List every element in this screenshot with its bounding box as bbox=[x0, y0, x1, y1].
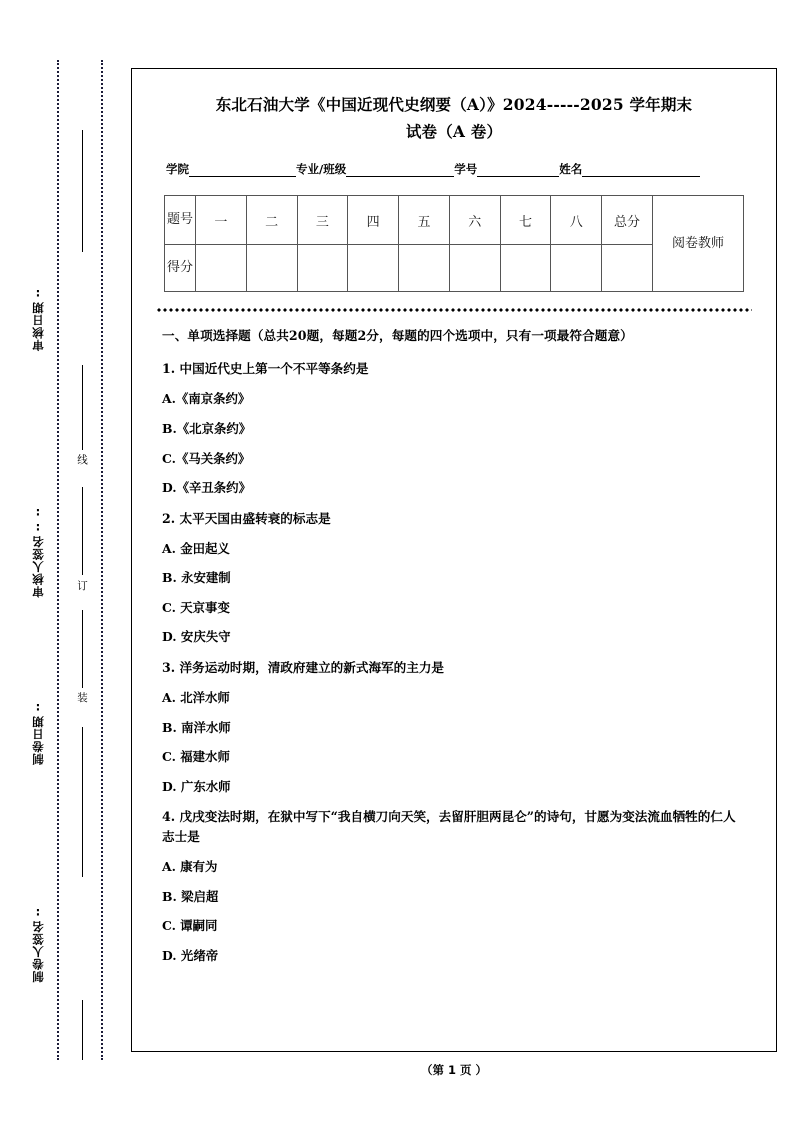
binding-solid-segment-5 bbox=[82, 727, 83, 877]
student-id-input[interactable] bbox=[477, 163, 559, 177]
college-input[interactable] bbox=[189, 163, 296, 177]
reviewer-signature-label: 审核人签名:: bbox=[31, 505, 45, 598]
major-class-input[interactable] bbox=[346, 163, 454, 177]
binding-word-pack: 装 bbox=[76, 692, 88, 703]
table-row-question-numbers bbox=[165, 196, 744, 245]
student-info-row bbox=[166, 161, 748, 177]
question-stem-2: 2. 太平天国由盛转衰的标志是 bbox=[162, 510, 331, 526]
binding-word-bind: 订 bbox=[76, 580, 88, 591]
question-3-option-a[interactable]: A. 北洋水师 bbox=[162, 689, 230, 705]
score-col-6: 六 bbox=[449, 196, 500, 245]
question-3-option-c[interactable]: C. 福建水师 bbox=[162, 749, 230, 765]
question-4-option-a[interactable]: A. 康有为 bbox=[162, 859, 218, 875]
question-3-option-d[interactable]: D. 广东水师 bbox=[162, 778, 231, 794]
score-col-3: 三 bbox=[297, 196, 348, 245]
question-1-option-a[interactable]: A.《南京条约》 bbox=[162, 391, 251, 407]
question-2-option-a[interactable]: A. 金田起义 bbox=[162, 540, 230, 556]
question-block-4 bbox=[162, 807, 746, 965]
score-col-8: 八 bbox=[551, 196, 602, 245]
score-col-7: 七 bbox=[500, 196, 551, 245]
score-col-grader: 阅卷教师 bbox=[653, 196, 744, 292]
student-id-label: 学号 bbox=[454, 162, 478, 177]
review-date-label: 审核日期: bbox=[31, 286, 45, 351]
question-2-option-b[interactable]: B. 永安建制 bbox=[162, 570, 231, 586]
score-cell-1[interactable] bbox=[196, 245, 247, 292]
binding-solid-segment-2 bbox=[82, 365, 83, 450]
score-col-total: 总分 bbox=[602, 196, 653, 245]
score-cell-total[interactable] bbox=[602, 245, 653, 292]
score-cell-7[interactable] bbox=[500, 245, 551, 292]
binding-dotted-line-outer bbox=[57, 60, 59, 1060]
section-heading-multiple-choice: 一、单项选择题（总共20题，每题2分，每题的四个选项中，只有一项最符合题意） bbox=[162, 328, 633, 344]
score-col-5: 五 bbox=[399, 196, 450, 245]
dotted-separator bbox=[156, 308, 752, 312]
question-1-option-b[interactable]: B.《北京条约》 bbox=[162, 420, 252, 436]
question-4-option-d[interactable]: D. 光绪帝 bbox=[162, 947, 219, 963]
score-cell-4[interactable] bbox=[348, 245, 399, 292]
row-label-score: 得分 bbox=[165, 245, 196, 292]
score-table-wrapper bbox=[164, 195, 744, 292]
question-3-option-b[interactable]: B. 南洋水师 bbox=[162, 719, 231, 735]
question-block-2 bbox=[162, 509, 746, 647]
page-title bbox=[154, 91, 754, 145]
binding-solid-segment-4 bbox=[82, 610, 83, 688]
binding-solid-segment-3 bbox=[82, 487, 83, 575]
binding-dotted-line-inner bbox=[101, 60, 103, 1060]
score-col-2: 二 bbox=[246, 196, 297, 245]
score-cell-6[interactable] bbox=[449, 245, 500, 292]
question-block-3 bbox=[162, 658, 746, 796]
binding-solid-segment-6 bbox=[82, 1000, 83, 1060]
score-cell-5[interactable] bbox=[399, 245, 450, 292]
binding-margin bbox=[0, 0, 125, 1122]
paper-date-label: 制卷日期: bbox=[31, 700, 45, 765]
score-col-1: 一 bbox=[196, 196, 247, 245]
exam-title-line-1: 东北石油大学《中国近现代史纲要（A）》2024-----2025 学年期末 bbox=[215, 95, 693, 114]
exam-title-line-2: 试卷（A 卷） bbox=[405, 122, 503, 142]
score-col-4: 四 bbox=[348, 196, 399, 245]
question-stem-3: 3. 洋务运动时期，清政府建立的新式海军的主力是 bbox=[162, 660, 445, 676]
question-stem-4: 4. 戊戌变法时期，在狱中写下“我自横刀向天笑，去留肝胆两昆仑”的诗句，甘愿为变法流血牺牲的仁人志士是 bbox=[162, 809, 736, 845]
exam-body bbox=[162, 326, 746, 965]
score-cell-8[interactable] bbox=[551, 245, 602, 292]
score-cell-2[interactable] bbox=[246, 245, 297, 292]
binding-solid-segment-1 bbox=[82, 130, 83, 252]
college-label: 学院 bbox=[166, 162, 189, 177]
exam-paper-frame bbox=[131, 68, 777, 1052]
student-name-input[interactable] bbox=[582, 163, 700, 177]
row-label-question-number: 题号 bbox=[165, 196, 196, 245]
question-4-option-b[interactable]: B. 梁启超 bbox=[162, 888, 219, 904]
question-2-option-d[interactable]: D. 安庆失守 bbox=[162, 629, 231, 645]
student-name-label: 姓名 bbox=[559, 162, 583, 177]
paper-signature-label: 制卷人签名: bbox=[31, 905, 45, 983]
binding-word-line: 线 bbox=[76, 454, 88, 465]
question-block-1 bbox=[162, 359, 746, 497]
major-class-label: 专业/班级 bbox=[296, 162, 347, 177]
question-stem-1: 1. 中国近代史上第一个不平等条约是 bbox=[162, 361, 369, 377]
page-number-footer: （第 1 页 ） bbox=[420, 1063, 487, 1077]
score-cell-3[interactable] bbox=[297, 245, 348, 292]
question-2-option-c[interactable]: C. 天京事变 bbox=[162, 599, 230, 615]
score-table bbox=[164, 195, 744, 292]
question-4-option-c[interactable]: C. 谭嗣同 bbox=[162, 918, 218, 934]
question-1-option-c[interactable]: C.《马关条约》 bbox=[162, 450, 251, 466]
question-1-option-d[interactable]: D.《辛丑条约》 bbox=[162, 480, 251, 496]
